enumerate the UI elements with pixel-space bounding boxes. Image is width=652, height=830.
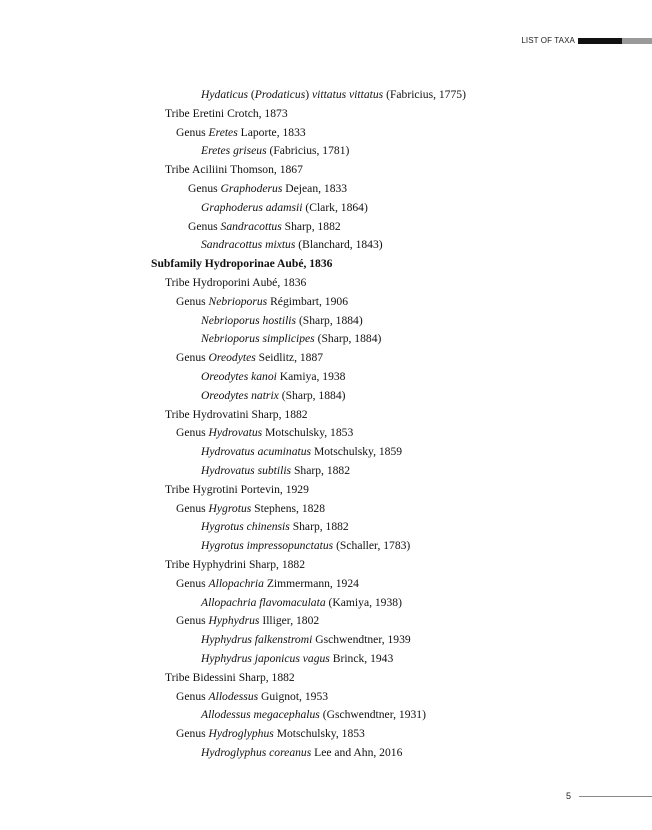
taxon-name: Sandracottus mixtus [201,238,296,252]
taxon-row-tribe [0,274,652,293]
taxon-row-tribe [0,556,652,575]
taxon-prefix: Genus [176,501,206,515]
taxon-row-genus [0,575,652,594]
taxon-name: Hydaticus [201,88,249,101]
taxon-authority: Zimmermann, 1924 [266,576,359,590]
taxon-name: Hydrovatus acuminatus [201,445,312,459]
taxon-authority: (Fabricius, 1775) [386,88,466,101]
taxon-row-species [0,368,652,387]
taxon-prefix: Tribe [165,163,190,177]
footer-rule [579,796,652,797]
taxon-authority: (Sharp, 1884) [298,313,363,327]
taxon-row-species [0,199,652,218]
taxon-name: Oreodytes [208,351,256,365]
taxon-row-species [0,236,652,255]
taxon-name3: vittatus vittatus [312,88,384,101]
taxon-name: Graphoderus adamsii [201,200,303,214]
taxon-prefix: Tribe [165,482,190,496]
taxon-prefix: Tribe [165,670,190,684]
taxon-row-genus [0,612,652,631]
taxon-prefix: Genus [188,181,218,195]
taxon-name: Hydrovatini [192,407,249,421]
taxon-row-genus [0,725,652,744]
taxon-row-genus [0,180,652,199]
taxon-prefix: Genus [176,426,206,440]
taxon-authority: Lee and Ahn, 2016 [314,745,403,759]
taxon-authority: (Clark, 1864) [305,200,368,214]
taxon-prefix: Genus [176,125,206,139]
taxon-row-subfamily [0,255,652,274]
taxon-authority: Brinck, 1943 [332,651,394,665]
taxon-row-species [0,594,652,613]
taxon-authority: Crotch, 1873 [227,106,288,120]
taxon-prefix: Tribe [165,407,190,421]
taxon-row-tribe [0,669,652,688]
taxon-name: Eretini [192,106,225,120]
taxon-name: Hydroporini [192,275,250,289]
taxon-name: Hydrovatus subtilis [201,463,292,477]
taxon-authority: Aubé, 1836 [252,275,307,289]
taxon-row-species [0,387,652,406]
taxon-authority: Thomson, 1867 [230,163,303,177]
taxon-name: Allodessus [208,689,259,703]
taxon-name: Hygrotus impressopunctatus [201,539,334,553]
taxon-name: Nebrioporus [208,294,268,308]
taxon-authority: (Fabricius, 1781) [269,144,350,158]
taxon-name: Eretes griseus [201,144,267,158]
taxon-authority: (Blanchard, 1843) [298,238,383,252]
taxon-name: Oreodytes kanoi [201,369,277,383]
taxon-prefix: Genus [176,576,206,590]
taxon-row-genus [0,124,652,143]
section-label: LIST OF TAXA [521,36,575,45]
taxon-authority: Stephens, 1828 [254,501,326,515]
taxon-row-species [0,650,652,669]
taxon-prefix: Tribe [165,557,190,571]
taxon-prefix: Genus [176,351,206,365]
taxon-row-species: Hydaticus (Prodaticus) vittatus vittatus (Fabricius, 1775) [201,88,466,101]
taxon-name: Aciliini [191,163,228,177]
taxon-row-species [0,706,652,725]
page-header [521,36,652,45]
taxon-name: Allopachria flavomaculata [201,595,326,609]
taxon-authority: (Sharp, 1884) [281,388,346,402]
taxon-prefix: Genus [176,727,206,741]
taxon-prefix: Tribe [165,106,190,120]
taxon-row-species [0,744,652,763]
taxon-authority: Dejean, 1833 [285,181,348,195]
taxon-authority: Motschulsky, 1853 [276,727,365,741]
taxon-row-tribe [0,481,652,500]
taxon-name: Nebrioporus simplicipes [201,332,315,346]
taxon-name: Hygrotini [192,482,238,496]
taxon-authority: Sharp, 1882 [248,557,306,571]
taxon-authority: Sharp, 1882 [238,670,295,684]
taxon-row-tribe [0,161,652,180]
taxon-name: Hydroglyphus [208,727,274,741]
taxon-prefix: Genus [176,614,206,628]
taxon-authority: Gschwendtner, 1939 [315,633,411,647]
taxon-authority: Seidlitz, 1887 [258,351,324,365]
taxon-authority: Motschulsky, 1853 [265,426,354,440]
taxon-prefix: Tribe [165,275,190,289]
taxon-row-genus [0,218,652,237]
taxon-name: Hyphydrus [208,614,260,628]
taxon-prefix: Genus [176,294,206,308]
taxon-name: Eretes [208,125,238,139]
taxon-name: Hygrotus chinensis [201,520,290,534]
taxon-authority: Régimbart, 1906 [270,294,348,308]
taxon-row-genus [0,349,652,368]
taxon-authority: Illiger, 1802 [262,614,320,628]
taxon-row-species [0,443,652,462]
taxon-authority: (Schaller, 1783) [336,539,411,553]
taxon-name: Graphoderus [220,181,283,195]
taxon-authority: Sharp, 1882 [251,407,308,421]
taxon-row-species [0,330,652,349]
taxon-name: Bidessini [192,670,236,684]
taxon-authority: (Sharp, 1884) [317,332,382,346]
taxon-authority: Sharp, 1882 [293,463,351,477]
taxon-name2: Prodaticus [254,88,306,101]
page-footer [566,791,652,801]
taxon-row-genus [0,500,652,519]
taxon-authority: Sharp, 1882 [284,219,341,233]
taxon-row-genus [0,688,652,707]
taxon-prefix: Genus [176,689,206,703]
taxon-row-tribe [0,105,652,124]
header-accent-bar-dark [578,38,622,44]
taxon-name: Nebrioporus hostilis [201,313,297,327]
taxon-row-species [0,142,652,161]
taxon-prefix: Genus [188,219,218,233]
taxon-name: Hygrotus [208,501,252,515]
taxon-name: Hyphydrus falkenstromi [201,633,313,647]
taxon-authority: Portevin, 1929 [240,482,309,496]
taxon-row-genus [0,424,652,443]
taxon-row-species [0,518,652,537]
taxon-name: Hyphydrus japonicus vagus [201,651,330,665]
page-number: 5 [566,791,572,801]
taxon-row-species [0,537,652,556]
taxon-name: Allodessus megacephalus [201,708,320,722]
taxon-name: Sandracottus [220,219,282,233]
taxon-authority: (Kamiya, 1938) [328,595,402,609]
taxon-authority: Laporte, 1833 [240,125,306,139]
taxon-authority: Kamiya, 1938 [279,369,346,383]
taxon-row-species [0,631,652,650]
taxon-authority: (Gschwendtner, 1931) [322,708,426,722]
taxon-row-species [0,462,652,481]
taxon-authority: Guignot, 1953 [261,689,329,703]
taxon-row-tribe [0,406,652,425]
taxon-authority: Motschulsky, 1859 [313,445,403,459]
taxa-list [0,86,652,763]
taxon-name: Allopachria [208,576,264,590]
taxon-authority: Sharp, 1882 [292,520,349,534]
taxon-text: Subfamily Hydroporinae Aubé, 1836 [151,257,333,271]
taxon-name: Oreodytes natrix [201,388,279,402]
taxon-name: Hydrovatus [208,426,263,440]
header-accent-bar-grey [622,38,652,44]
taxon-name: Hydroglyphus coreanus [201,745,312,759]
taxon-name: Hyphydrini [192,557,247,571]
taxon-row-species [0,312,652,331]
taxon-row-genus [0,293,652,312]
